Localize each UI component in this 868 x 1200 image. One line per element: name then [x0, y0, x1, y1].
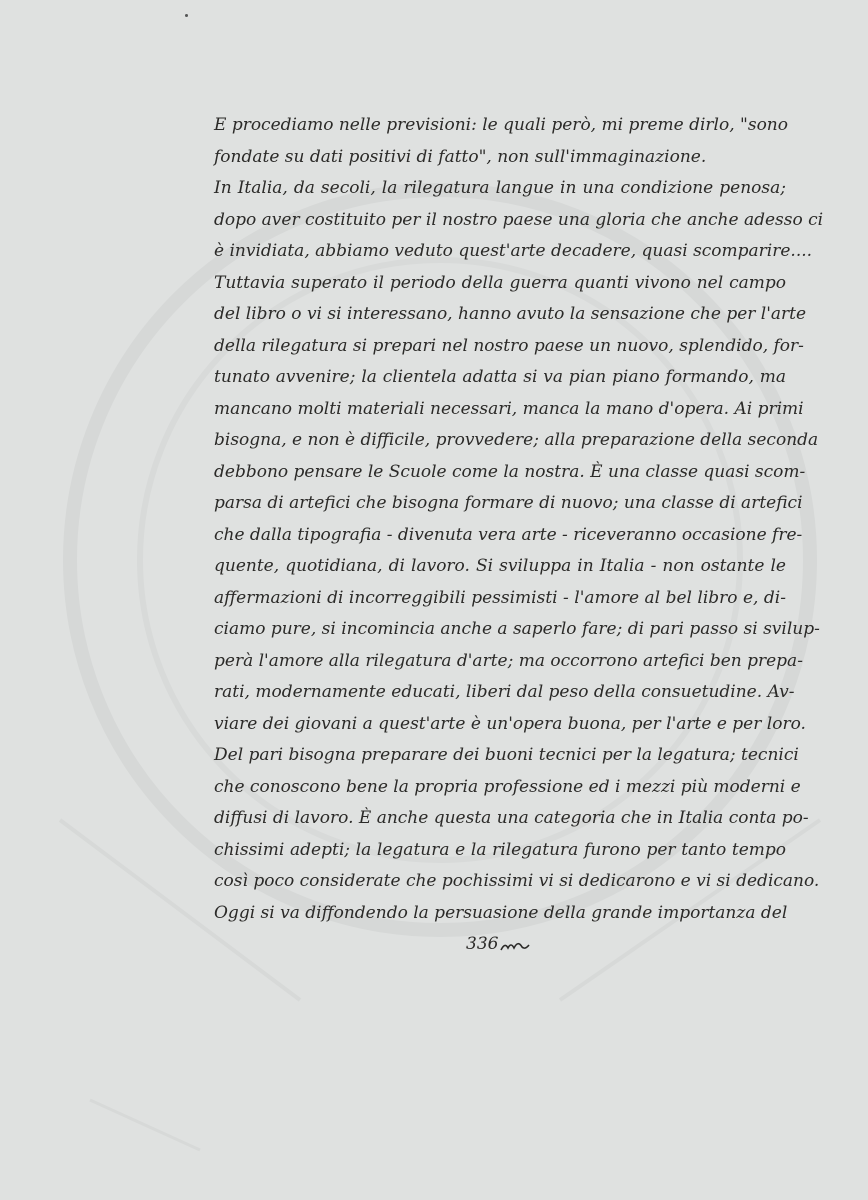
text-line: diffusi di lavoro. È anche questa una categoria che in Italia conta po-: [214, 808, 809, 828]
text-line: chissimi adepti; la legatura e la rilegatura furono per tanto tempo: [214, 839, 786, 860]
text-line: bisogna, e non è difficile, provvedere; alla preparazione della seconda: [214, 430, 819, 450]
text-line: ciamo pure, si incomincia anche a saperlo fare; di pari passo si svilup-: [214, 619, 820, 639]
text-line: Oggi si va diffondendo la persuasione della grande importanza del: [214, 902, 788, 923]
text-line: quente, quotidiana, di lavoro. Si sviluppa in Italia - non ostante le: [214, 556, 786, 576]
text-line: è invidiata, abbiamo veduto quest'arte decadere, quasi scomparire....: [214, 241, 813, 261]
text-line: del libro o vi si interessano, hanno avuto la sensazione che per l'arte: [214, 304, 807, 324]
text-line: affermazioni di incorreggibili pessimisti - l'amore al bel libro e, di-: [214, 587, 786, 608]
text-line: della rilegatura si prepari nel nostro paese un nuovo, splendido, for-: [214, 335, 804, 356]
text-line: Tuttavia superato il periodo della guerra quanti vivono nel campo: [214, 272, 786, 293]
text-line: che conoscono bene la propria professione ed i mezzi più moderni e: [214, 776, 801, 797]
text-line: Del pari bisogna preparare dei buoni tecnici per la legatura; tecnici: [214, 745, 799, 765]
flourish-ornament-icon: [500, 938, 530, 954]
text-line: viare dei giovani a quest'arte è un'opera buona, per l'arte e per loro.: [214, 713, 806, 734]
text-line: parsa di artefici che bisogna formare di nuovo; una classe di artefici: [214, 493, 803, 513]
page-mark: [185, 14, 188, 17]
text-line: così poco considerate che pochissimi vi si dedicarono e vi si dedicano.: [214, 871, 820, 891]
text-line: rati, modernamente educati, liberi dal peso della consuetudine. Av-: [214, 682, 795, 702]
text-line: debbono pensare le Scuole come la nostra. È una classe quasi scom-: [214, 461, 806, 482]
text-line: tunato avvenire; la clientela adatta si va pian piano formando, ma: [214, 367, 786, 387]
text-line: dopo aver costituito per il nostro paese una gloria che anche adesso ci: [214, 209, 824, 230]
body-text: [214, 110, 824, 929]
text-line: E procediamo nelle previsioni: le quali però, mi preme dirlo, "sono: [214, 115, 788, 135]
text-line: fondate su dati positivi di fatto", non sull'immaginazione.: [214, 146, 707, 167]
page-number: 336: [466, 934, 499, 954]
text-line: perà l'amore alla rilegatura d'arte; ma occorrono artefici ben prepa-: [214, 650, 803, 671]
text-line: mancano molti materiali necessari, manca la mano d'opera. Ai primi: [214, 398, 804, 419]
text-line: In Italia, da secoli, la rilegatura langue in una condizione penosa;: [214, 178, 786, 198]
text-line: che dalla tipografia - divenuta vera arte - riceveranno occasione fre-: [214, 524, 803, 545]
